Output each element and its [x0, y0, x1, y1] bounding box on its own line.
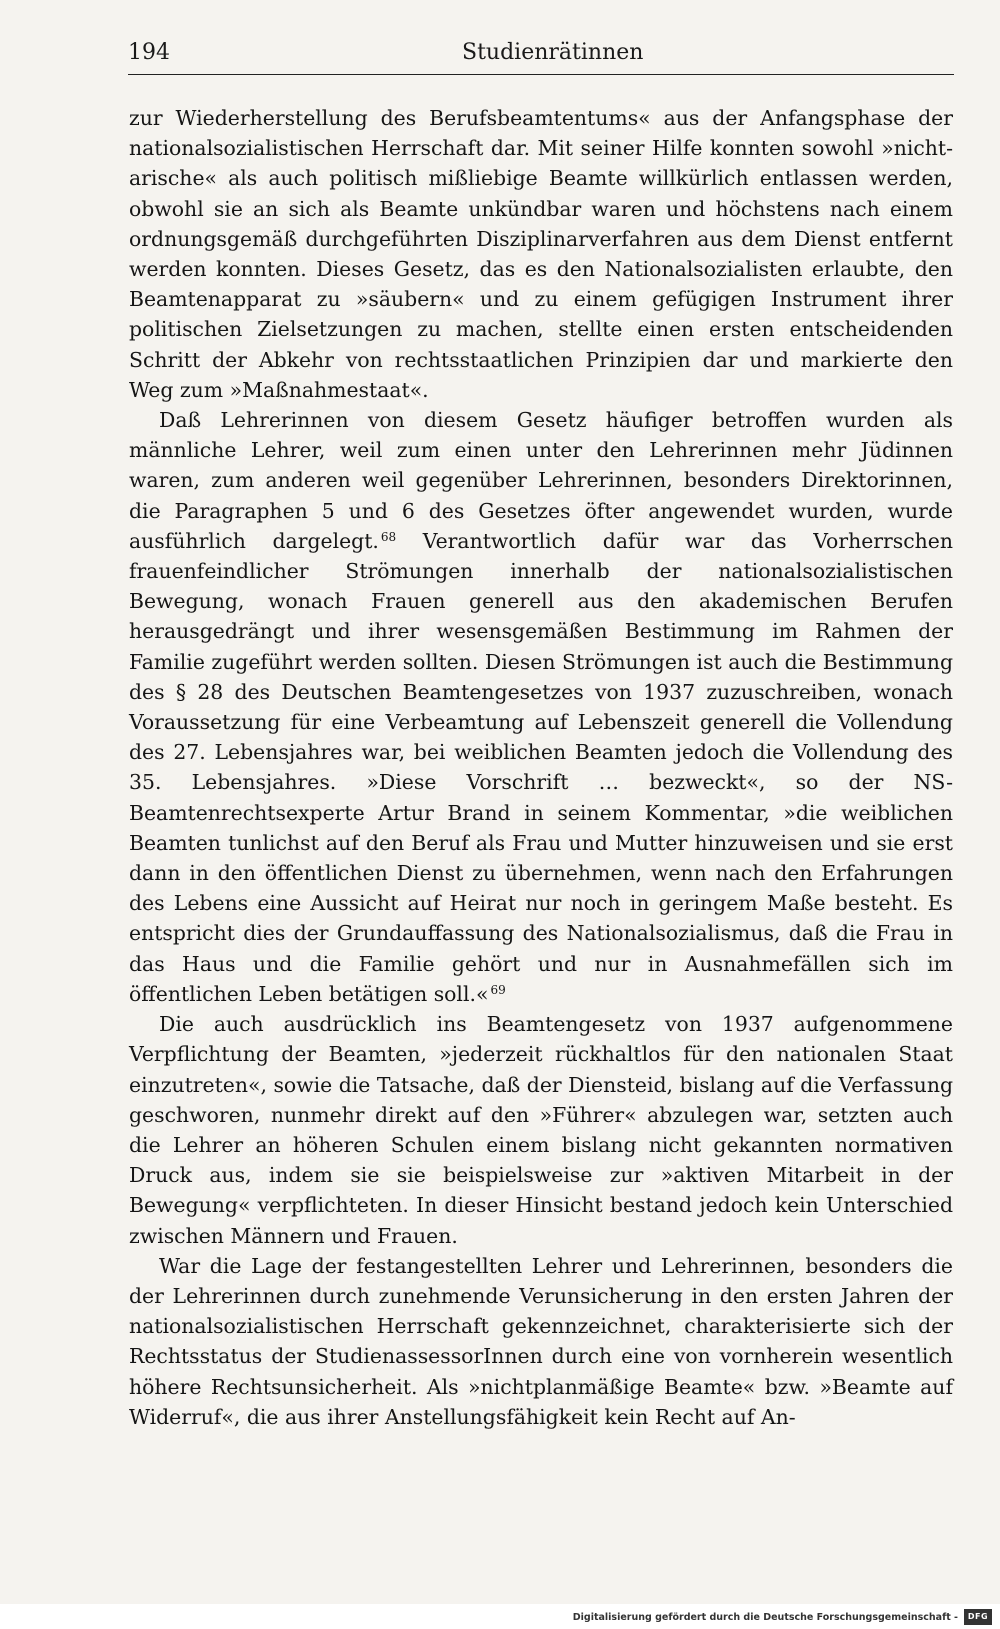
paragraph-2-part-2: Verantwortlich dafür war das Vorherrschen frauenfeindlicher Strömungen innerhalb der nationalsozialistischen Bewegung, wonach Frauen generell aus den akademischen Berufen herausgedrängt und ihrer wesensgemäßen Bestimmung im Rahmen der Familie zugeführt werden sollten. Diesen Strömungen ist auch die Bestimmung des § 28 des Deutschen Beamtengesetzes von 1937 zuzuschreiben, wonach Voraussetzung für eine Verbeamtung auf Lebenszeit generell die Vollendung des 27. Lebensjahres war, bei weiblichen Beamten jedoch die Vollendung des 35. Lebensjahres. »Diese Vorschrift … bezweckt«, so der NS-Beamtenrechtsexperte Artur Brand in seinem Kommentar, »die weiblichen Beamten tunlichst auf den Beruf als Frau und Mutter hinzuweisen und sie erst dann in den öffentlichen Dienst zu übernehmen, wenn nach den Erfahrungen des Lebens eine Aussicht auf Heirat nur noch in geringem Maße besteht. Es entspricht dies der Grundauffassung des Nationalsozialismus, daß die Frau in das Haus und die Familie gehört und nur in Ausnahmefällen sich im öffentlichen Leben betätigen soll.«	[129, 528, 953, 1006]
dfg-logo-icon: DFG	[964, 1609, 992, 1625]
paragraph-2	[129, 405, 953, 1009]
paragraph-2-part-1: Daß Lehrerinnen von diesem Gesetz häufiger betroffen wurden als männliche Lehrer, weil zum einen unter den Lehrerinnen mehr Jüdinnen waren, zum anderen weil gegenüber Lehrerinnen, besonders Direktorinnen, die Paragraphen 5 und 6 des Gesetzes öfter angewendet wurden, wurde ausführlich dargelegt.	[129, 408, 953, 553]
page-header	[128, 40, 954, 72]
running-title: Studienrätinnen	[462, 40, 644, 65]
page-number: 194	[128, 40, 170, 65]
footnote-ref-69[interactable]: 69	[490, 982, 506, 997]
digitization-credit: Digitalisierung gefördert durch die Deutsche Forschungsgemeinschaft -	[572, 1612, 958, 1623]
body-text	[129, 103, 953, 1432]
footnote-ref-68[interactable]: 68	[380, 529, 397, 544]
paragraph-4: War die Lage der festangestellten Lehrer und Lehrerinnen, besonders die der Lehrerinnen durch zunehmende Verunsicherung in den ersten Jahren der nationalsozialistischen Herrschaft gekennzeichnet, charakterisierte sich der Rechtsstatus der StudienassessorInnen durch eine von vornherein wesentlich höhere Rechtsunsicherheit. Als »nichtplanmäßige Beamte« bzw. »Beamte auf Widerruf«, die aus ihrer Anstellungsfähigkeit kein Recht auf An-	[129, 1253, 953, 1429]
paragraph-3: Die auch ausdrücklich ins Beamtengesetz von 1937 aufgenommene Verpflichtung der Beamten, »jederzeit rückhaltlos für den nationalen Staat einzutreten«, sowie die Tatsache, daß der Diensteid, bislang auf die Verfassung geschworen, nunmehr direkt auf den »Führer« abzulegen war, setzten auch die Lehrer an höheren Schulen einem bislang nicht gekannten normativen Druck aus, indem sie sie beispielsweise zur »aktiven Mitarbeit in der Bewegung« verpflichteten. In dieser Hinsicht bestand jedoch kein Unterschied zwischen Männern und Frauen.	[129, 1012, 953, 1248]
paragraph-1: zur Wiederherstellung des Berufsbeamtentums« aus der Anfangsphase der nationalsozialistischen Herrschaft dar. Mit seiner Hilfe konnten sowohl »nicht-arische« als auch politisch mißliebige Beamte willkürlich entlassen werden, obwohl sie an sich als Beamte unkündbar waren und höchstens nach einem ordnungsgemäß durchgeführten Disziplinarverfahren aus dem Dienst entfernt werden konnten. Dieses Gesetz, das es den Nationalsozialisten erlaubte, den Beamtenapparat zu »säubern« und zu einem gefügigen Instrument ihrer politischen Zielsetzungen zu machen, stellte einen ersten entscheidenden Schritt der Abkehr von rechtsstaatlichen Prinzipien dar und markierte den Weg zum »Maßnahmestaat«.	[129, 106, 953, 402]
header-rule	[128, 74, 954, 75]
